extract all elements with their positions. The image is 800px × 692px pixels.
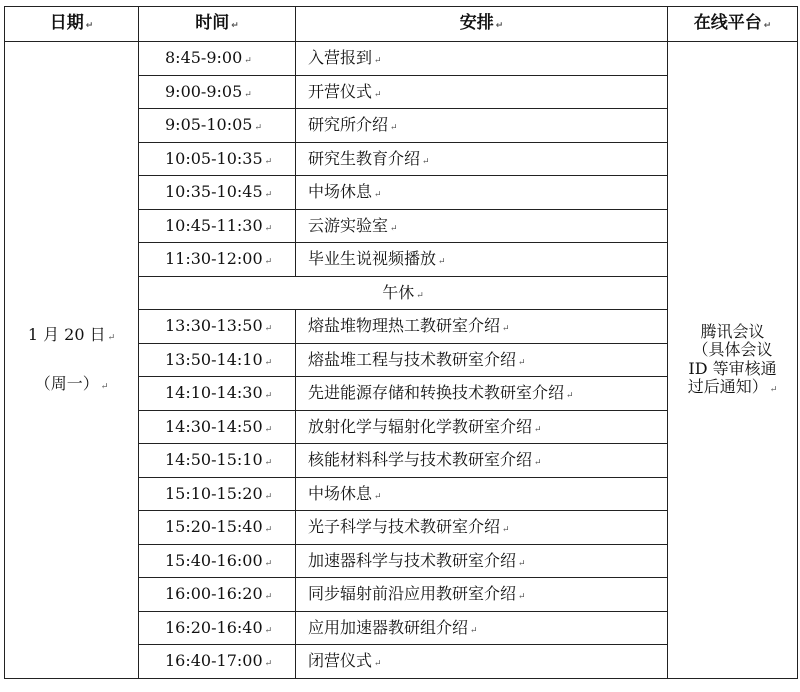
time-cell-text: 10:45-11:30 <box>165 215 263 235</box>
event-cell: 研究生教育介绍 ↵ <box>296 142 668 176</box>
time-cell-text: 8:45-9:00 <box>165 48 243 68</box>
time-cell: 9:05-10:05 ↵ <box>139 109 296 143</box>
event-cell: 先进能源存储和转换技术教研室介绍 ↵ <box>296 377 668 411</box>
event-cell: 中场休息 ↵ <box>296 176 668 210</box>
time-cell-text: 13:30-13:50 <box>165 316 263 336</box>
time-cell: 9:00-9:05 ↵ <box>139 75 296 109</box>
header-platform: 在线平台 ↵ <box>668 7 798 42</box>
event-cell-text: 熔盐堆工程与技术教研室介绍 <box>308 349 517 369</box>
time-cell: 8:45-9:00 ↵ <box>139 42 296 76</box>
event-cell: 开营仪式 ↵ <box>296 75 668 109</box>
time-cell: 10:05-10:35 ↵ <box>139 142 296 176</box>
time-cell: 15:40-16:00 ↵ <box>139 544 296 578</box>
event-cell-text: 先进能源存储和转换技术教研室介绍 <box>308 383 565 403</box>
platform-line: 腾讯会议 <box>700 321 765 341</box>
time-cell-text: 10:35-10:45 <box>165 182 263 202</box>
event-cell: 研究所介绍 ↵ <box>296 109 668 143</box>
time-cell-text: 15:10-15:20 <box>165 483 263 503</box>
event-cell: 熔盐堆物理热工教研室介绍 ↵ <box>296 310 668 344</box>
event-cell-text: 开营仪式 <box>308 81 373 101</box>
event-cell-text: 加速器科学与技术教研室介绍 <box>308 550 517 570</box>
date-cell: 1 月 20 日 ↵ （周一） ↵ <box>5 42 139 679</box>
time-cell: 16:20-16:40 ↵ <box>139 611 296 645</box>
event-cell: 毕业生说视频播放 ↵ <box>296 243 668 277</box>
header-schedule: 安排 ↵ <box>296 7 668 42</box>
lunch-break-label: 午休 <box>382 282 415 302</box>
event-cell-text: 云游实验室 <box>308 215 389 235</box>
time-cell-text: 14:30-14:50 <box>165 416 263 436</box>
time-cell-text: 15:40-16:00 <box>165 550 263 570</box>
time-cell-text: 16:00-16:20 <box>165 584 263 604</box>
event-cell-text: 核能材料科学与技术教研室介绍 <box>308 450 533 470</box>
time-cell: 14:30-14:50 ↵ <box>139 410 296 444</box>
lunch-break-cell: 午休 ↵ <box>139 276 668 310</box>
event-cell-text: 中场休息 <box>308 182 373 202</box>
event-cell: 熔盐堆工程与技术教研室介绍 ↵ <box>296 343 668 377</box>
time-cell: 10:45-11:30 ↵ <box>139 209 296 243</box>
time-cell: 10:35-10:45 ↵ <box>139 176 296 210</box>
schedule-table <box>4 6 798 679</box>
platform-line: ID 等审核通 <box>688 358 777 378</box>
time-cell-text: 16:20-16:40 <box>165 617 263 637</box>
event-cell: 光子科学与技术教研室介绍 ↵ <box>296 511 668 545</box>
event-cell: 云游实验室 ↵ <box>296 209 668 243</box>
time-cell-text: 16:40-17:00 <box>165 651 263 671</box>
time-cell: 13:50-14:10 ↵ <box>139 343 296 377</box>
event-cell: 入营报到 ↵ <box>296 42 668 76</box>
time-cell-text: 9:00-9:05 <box>165 81 243 101</box>
event-cell-text: 同步辐射前沿应用教研室介绍 <box>308 584 517 604</box>
time-cell-text: 15:20-15:40 <box>165 517 263 537</box>
event-cell-text: 毕业生说视频播放 <box>308 249 437 269</box>
event-cell-text: 入营报到 <box>308 48 373 68</box>
header-date: 日期 ↵ <box>5 7 139 42</box>
time-cell: 15:10-15:20 ↵ <box>139 477 296 511</box>
event-cell-text: 放射化学与辐射化学教研室介绍 <box>308 416 533 436</box>
event-cell: 核能材料科学与技术教研室介绍 ↵ <box>296 444 668 478</box>
event-cell: 闭营仪式 ↵ <box>296 645 668 679</box>
event-cell-text: 应用加速器教研组介绍 <box>308 617 469 637</box>
platform-line: 过后通知） <box>687 377 768 397</box>
schedule-row <box>5 42 798 76</box>
event-cell-text: 研究所介绍 <box>308 115 389 135</box>
time-cell: 15:20-15:40 ↵ <box>139 511 296 545</box>
time-cell-text: 10:05-10:35 <box>165 148 263 168</box>
time-cell: 16:00-16:20 ↵ <box>139 578 296 612</box>
event-cell-text: 中场休息 <box>308 483 373 503</box>
platform-cell: 腾讯会议 （具体会议 ID 等审核通 过后通知） ↵ <box>668 42 798 679</box>
event-cell-text: 研究生教育介绍 <box>308 148 421 168</box>
event-cell-text: 闭营仪式 <box>308 651 373 671</box>
time-cell: 16:40-17:00 ↵ <box>139 645 296 679</box>
event-cell: 加速器科学与技术教研室介绍 ↵ <box>296 544 668 578</box>
event-cell-text: 熔盐堆物理热工教研室介绍 <box>308 316 501 336</box>
weekday-text: （周一） <box>34 373 99 393</box>
time-cell: 13:30-13:50 ↵ <box>139 310 296 344</box>
event-cell: 同步辐射前沿应用教研室介绍 ↵ <box>296 578 668 612</box>
event-cell-text: 光子科学与技术教研室介绍 <box>308 517 501 537</box>
event-cell: 应用加速器教研组介绍 ↵ <box>296 611 668 645</box>
time-cell: 11:30-12:00 ↵ <box>139 243 296 277</box>
time-cell-text: 14:50-15:10 <box>165 450 263 470</box>
event-cell: 中场休息 ↵ <box>296 477 668 511</box>
event-cell: 放射化学与辐射化学教研室介绍 ↵ <box>296 410 668 444</box>
header-row <box>5 7 798 42</box>
time-cell-text: 11:30-12:00 <box>165 249 263 269</box>
time-cell-text: 9:05-10:05 <box>165 115 253 135</box>
header-time: 时间 ↵ <box>139 7 296 42</box>
time-cell-text: 14:10-14:30 <box>165 383 263 403</box>
date-text: 1 月 20 日 <box>27 325 106 345</box>
platform-line: （具体会议 <box>692 340 773 360</box>
time-cell-text: 13:50-14:10 <box>165 349 263 369</box>
time-cell: 14:10-14:30 ↵ <box>139 377 296 411</box>
time-cell: 14:50-15:10 ↵ <box>139 444 296 478</box>
